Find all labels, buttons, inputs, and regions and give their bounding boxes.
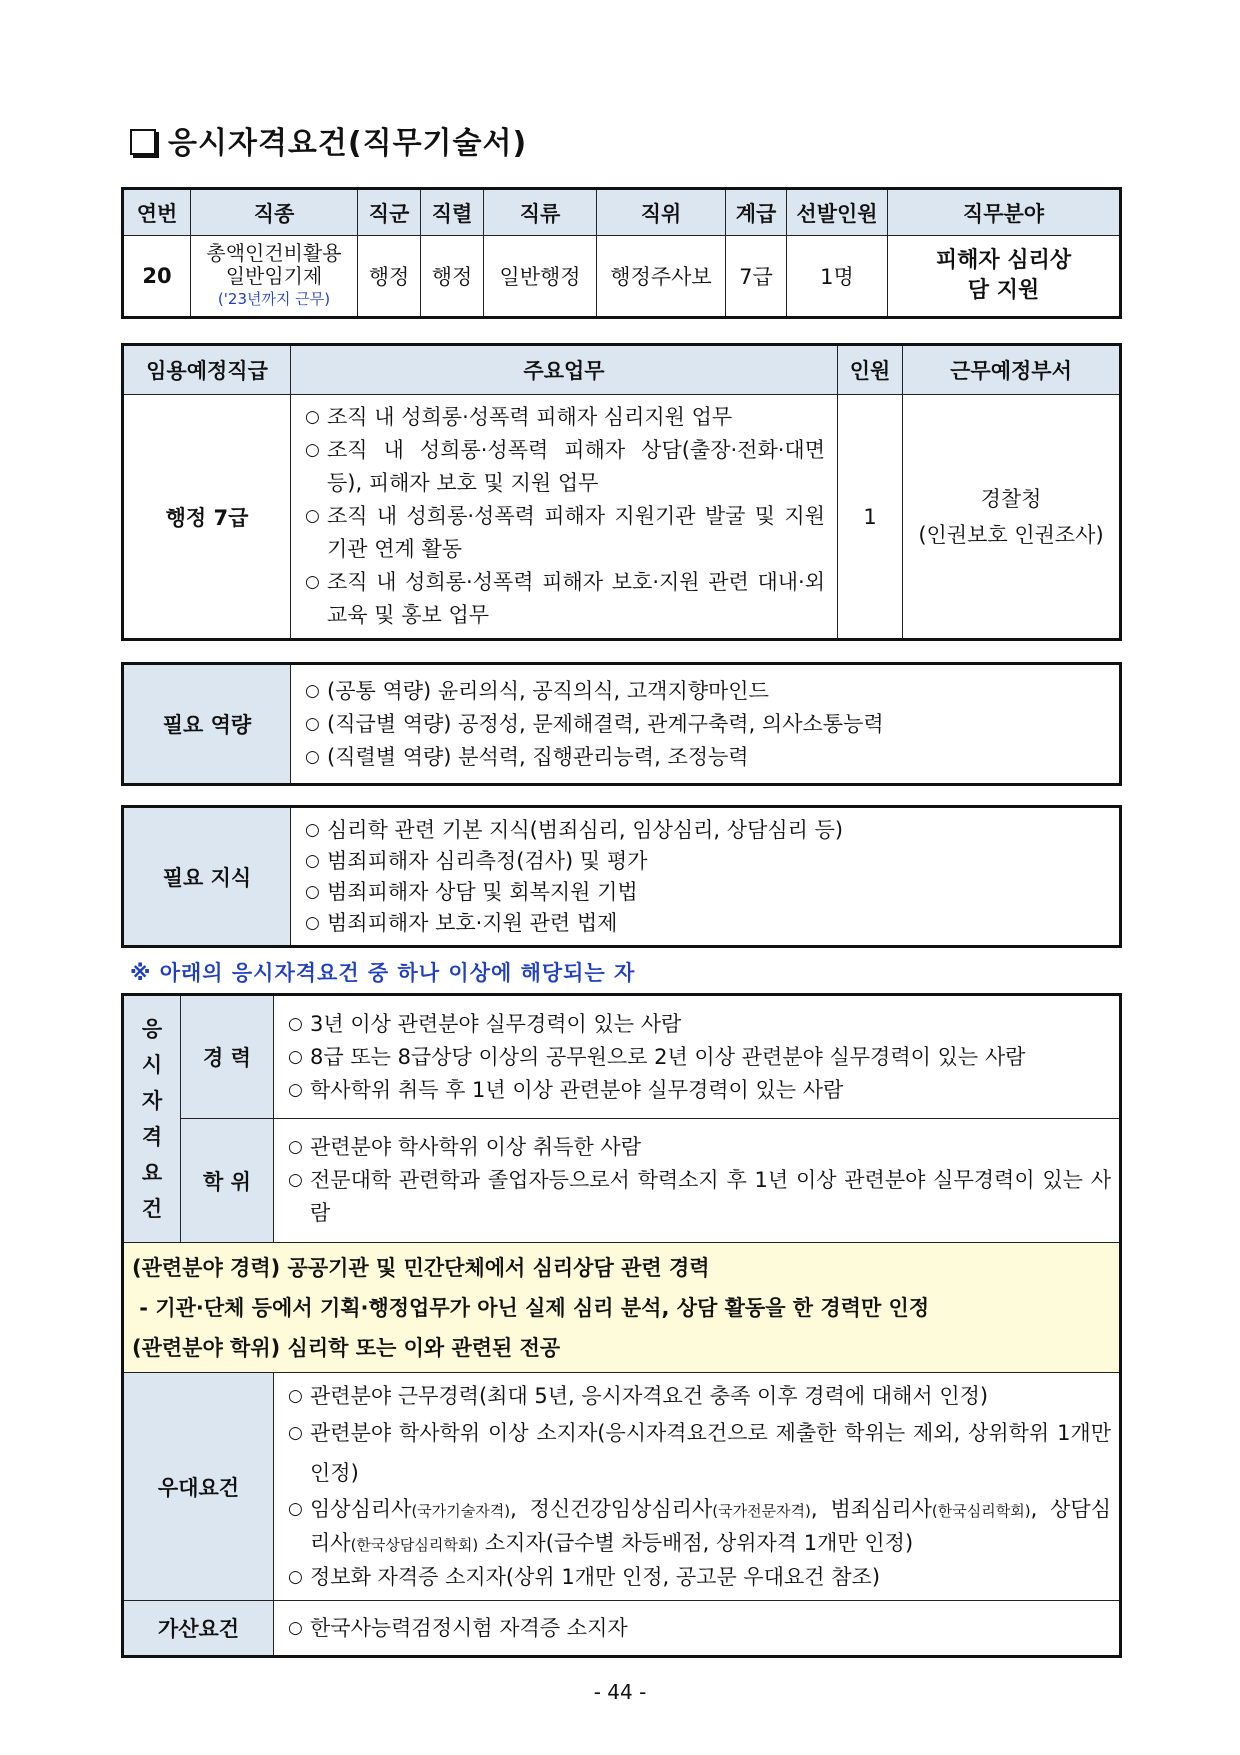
duties-table	[121, 343, 1122, 641]
appointment-grade: 행정 7급	[123, 395, 291, 640]
knowledge-item: ○ 범죄피해자 상담 및 회복지원 기법	[297, 877, 1111, 908]
page-title	[130, 118, 527, 162]
headcount: 1	[838, 395, 903, 640]
related-degree-line: (관련분야 학위) 심리학 또는 이와 관련된 전공	[132, 1335, 561, 1360]
header-category: 직류	[484, 189, 597, 236]
checkbox-square-icon	[130, 129, 156, 155]
header-no: 연번	[123, 189, 191, 236]
header-series: 직렬	[421, 189, 484, 236]
knowledge-cell	[291, 807, 1121, 947]
competency-cell	[291, 664, 1121, 785]
header-position: 직위	[597, 189, 726, 236]
career-item: ○ 8급 또는 8급상당 이상의 공무원으로 2년 이상 관련분야 실무경력이 있는 사람	[280, 1041, 1111, 1074]
knowledge-item: ○ 범죄피해자 심리측정(검사) 및 평가	[297, 846, 1111, 877]
preference-item: ○ 관련분야 근무경력(최대 5년, 응시자격요건 충족 이후 경력에 대해서 인정)	[280, 1380, 1111, 1413]
preference-item-certificates: ○ 임상심리사(국가기술자격), 정신건강임상심리사(국가전문자격), 범죄심리사(한국심리학회), 상담심리사(한국상담심리학회) 소지자(급수별 차등배점, 상위자격 1개만 인정)	[280, 1493, 1111, 1561]
preference-label: 우대요건	[123, 1373, 274, 1601]
degree-item: ○ 전문대학 관련학과 졸업자등으로서 학력소지 후 1년 이상 관련분야 실무경력이 있는 사람	[280, 1164, 1111, 1230]
knowledge-table	[121, 805, 1122, 948]
header-main-duties: 주요업무	[291, 345, 838, 395]
department	[903, 395, 1121, 640]
competency-label: 필요 역량	[123, 664, 291, 785]
page-number: - 44 -	[593, 1680, 647, 1704]
row-group: 행정	[358, 236, 421, 318]
header-headcount: 인원	[838, 345, 903, 395]
header-department: 근무예정부서	[903, 345, 1121, 395]
qualification-note: ※ 아래의 응시자격요건 중 하나 이상에 해당되는 자	[130, 961, 636, 985]
department-name: 경찰청	[980, 486, 1042, 511]
career-item: ○ 학사학위 취득 후 1년 이상 관련분야 실무경력이 있는 사람	[280, 1074, 1111, 1107]
degree-item: ○ 관련분야 학사학위 이상 취득한 사람	[280, 1131, 1111, 1164]
row-no: 20	[123, 236, 191, 318]
career-item: ○ 3년 이상 관련분야 실무경력이 있는 사람	[280, 1008, 1111, 1041]
header-type: 직종	[191, 189, 358, 236]
knowledge-item: ○ 심리학 관련 기본 지식(범죄심리, 임상심리, 상담심리 등)	[297, 815, 1111, 846]
row-type-note: ('23년까지 근무)	[217, 289, 331, 308]
related-career-detail: - 기관·단체 등에서 기획·행정업무가 아닌 실제 심리 분석, 상담 활동을 한 경력만 인정	[132, 1295, 930, 1320]
degree-cell	[274, 1119, 1121, 1243]
department-unit: (인권보호 인권조사)	[918, 522, 1104, 547]
duty-item: ○ 조직 내 성희롱·성폭력 피해자 지원기관 발굴 및 지원기관 연계 활동	[297, 500, 825, 566]
header-field: 직무분야	[888, 189, 1121, 236]
career-cell	[274, 995, 1121, 1119]
preference-cell	[274, 1373, 1121, 1601]
bonus-cell	[274, 1601, 1121, 1657]
header-appointment-grade: 임용예정직급	[123, 345, 291, 395]
related-field-definition	[123, 1243, 1121, 1373]
knowledge-label: 필요 지식	[123, 807, 291, 947]
preference-item: ○ 관련분야 학사학위 이상 소지자(응시자격요건으로 제출한 학위는 제외, 상위학위 1개만 인정)	[280, 1413, 1111, 1493]
row-type	[191, 236, 358, 318]
duty-item: ○ 조직 내 성희롱·성폭력 피해자 심리지원 업무	[297, 401, 825, 434]
row-series: 행정	[421, 236, 484, 318]
competency-item: ○ (공통 역량) 윤리의식, 공직의식, 고객지향마인드	[297, 675, 1111, 708]
row-field: 피해자 심리상담 지원	[888, 236, 1121, 318]
bonus-item: ○ 한국사능력검정시험 자격증 소지자	[280, 1612, 1111, 1645]
bonus-label: 가산요건	[123, 1601, 274, 1657]
knowledge-item: ○ 범죄피해자 보호·지원 관련 법제	[297, 908, 1111, 939]
row-type-line2: 일반임기제	[225, 263, 323, 288]
row-category: 일반행정	[484, 236, 597, 318]
competency-item: ○ (직렬별 역량) 분석력, 집행관리능력, 조정능력	[297, 741, 1111, 774]
header-grade: 계급	[726, 189, 787, 236]
preference-item: ○ 정보화 자격증 소지자(상위 1개만 인정, 공고문 우대요건 참조)	[280, 1561, 1111, 1594]
degree-label: 학 위	[181, 1119, 274, 1243]
position-summary-table	[121, 187, 1122, 319]
qualification-table	[121, 993, 1122, 1658]
related-career-line: (관련분야 경력) 공공기관 및 민간단체에서 심리상담 관련 경력	[132, 1255, 710, 1280]
qualification-vertical-label: 응 시 자 격 요 건	[123, 995, 181, 1243]
career-label: 경 력	[181, 995, 274, 1119]
row-position: 행정주사보	[597, 236, 726, 318]
competency-table	[121, 662, 1122, 786]
row-grade: 7급	[726, 236, 787, 318]
header-count: 선발인원	[787, 189, 888, 236]
duty-item: ○ 조직 내 성희롱·성폭력 피해자 보호·지원 관련 대내·외 교육 및 홍보 업무	[297, 566, 825, 632]
page-title-text: 응시자격요건(직무기술서)	[168, 126, 528, 161]
duty-item: ○ 조직 내 성희롱·성폭력 피해자 상담(출장·전화·대면 등), 피해자 보호 및 지원 업무	[297, 434, 825, 500]
row-count: 1명	[787, 236, 888, 318]
duties-cell	[291, 395, 838, 640]
header-group: 직군	[358, 189, 421, 236]
competency-item: ○ (직급별 역량) 공정성, 문제해결력, 관계구축력, 의사소통능력	[297, 708, 1111, 741]
row-type-line1: 총액인건비활용	[206, 240, 342, 265]
